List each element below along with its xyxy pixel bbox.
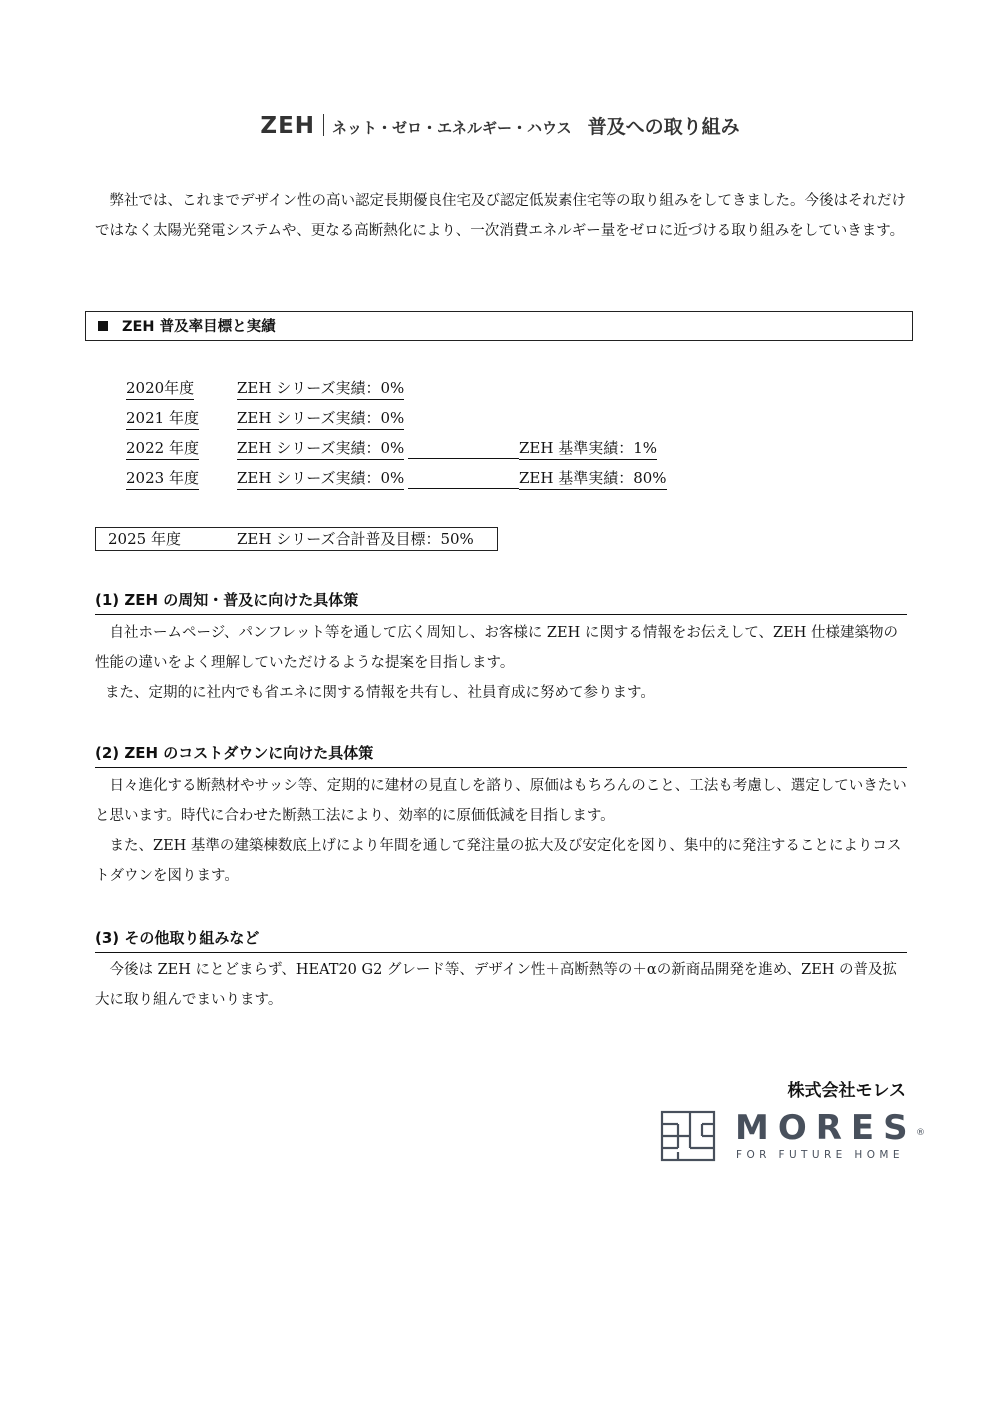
result-series: ZEH シリーズ実績：0%: [237, 467, 404, 490]
result-year: 2021 年度: [126, 407, 199, 430]
section-heading-1: (1) ZEH の周知・普及に向けた具体策: [95, 588, 907, 615]
result-series: ZEH シリーズ実績：0%: [237, 377, 404, 400]
result-series: ZEH シリーズ実績：0%: [237, 407, 404, 430]
section-2-paragraph-2: また、ZEH 基準の建築棟数底上げにより年間を通して発注量の拡大及び安定化を図り、集中的に発注することによりコストダウンを図ります。: [95, 838, 902, 884]
square-bullet-icon: [98, 321, 108, 331]
title-divider: [323, 114, 324, 136]
section-3-paragraph-1: 今後は ZEH にとどまらず、HEAT20 G2 グレード等、デザイン性＋高断熱等の＋αの新商品開発を進め、ZEH の普及拡大に取り組んでまいります。: [95, 962, 898, 1008]
result-standard: ZEH 基準実績：1%: [519, 437, 657, 460]
company-name: 株式会社モレス: [787, 1081, 906, 1101]
result-standard: ZEH 基準実績：80%: [519, 467, 667, 490]
section-1-paragraph-2: また、定期的に社内でも省エネに関する情報を共有し、社員育成に努めて参ります。: [105, 685, 655, 701]
section-1-paragraph-1: 自社ホームページ、パンフレット等を通して広く周知し、お客様に ZEH に関する情報をお伝えして、ZEH 仕様建築物の性能の違いをよく理解していただけるような提案を目指します。: [95, 625, 898, 671]
title-main: 普及への取り組み: [587, 116, 740, 138]
registered-mark: ®: [916, 1128, 925, 1138]
section-2-paragraph-1: 日々進化する断熱材やサッシ等、定期的に建材の見直しを諮り、原価はもちろんのこと、工法も考慮し、選定していきたいと思います。時代に合わせた断熱工法により、効率的に原価低減を目指します。: [95, 778, 907, 824]
logo-brand: MORES: [735, 1108, 917, 1148]
title-zeh: ZEH: [260, 113, 316, 139]
mores-logo: [660, 1108, 930, 1164]
logo-tagline: FOR FUTURE HOME: [736, 1149, 904, 1161]
section-heading-2: (2) ZEH のコストダウンに向けた具体策: [95, 741, 907, 768]
underline-gap: [408, 458, 519, 459]
goal-box: [95, 527, 498, 551]
goal-text: ZEH シリーズ合計普及目標：50%: [237, 530, 474, 548]
result-year: 2022 年度: [126, 437, 199, 460]
page-title: [0, 112, 1000, 139]
intro-paragraph: 弊社では、これまでデザイン性の高い認定長期優良住宅及び認定低炭素住宅等の取り組みをしてきました。今後はそれだけではなく太陽光発電システムや、更なる高断熱化により、一次消費エネルギー量をゼロに近づける取り組みをしていきます。: [95, 193, 906, 239]
results-heading: ZEH 普及率目標と実績: [122, 319, 276, 335]
goal-year: 2025 年度: [108, 530, 181, 548]
mores-logo-icon: [660, 1110, 716, 1162]
result-year: 2020年度: [126, 377, 194, 400]
title-kana: ネット・ゼロ・エネルギー・ハウス: [332, 119, 572, 137]
results-heading-box: [85, 311, 913, 341]
underline-gap: [408, 488, 519, 489]
section-heading-3: (3) その他取り組みなど: [95, 926, 907, 953]
result-series: ZEH シリーズ実績：0%: [237, 437, 404, 460]
result-year: 2023 年度: [126, 467, 199, 490]
